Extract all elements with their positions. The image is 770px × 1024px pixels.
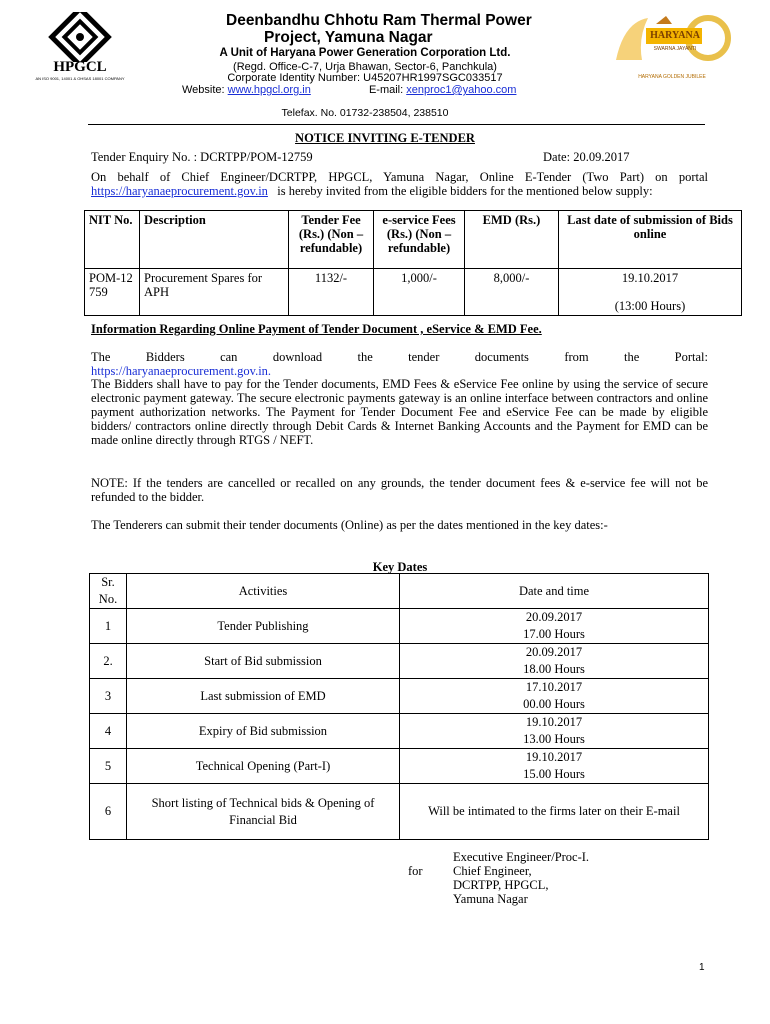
para1-word: Bidders [145,350,185,364]
key-date-row [90,749,709,784]
nit-table [84,210,742,316]
date: 19.10.2017 [525,715,583,729]
notice-date: Date: 20.09.2017 [543,150,630,164]
date-time [400,679,709,714]
tenderers-para: The Tenderers can submit their tender documents (Online) as per the dates mentioned in the key dates:- [91,518,608,532]
org-title-line2: Project, Yamuna Nagar [264,29,433,46]
para1-word: from [564,350,589,364]
para1-word: The [91,350,111,364]
signature-line: Chief Engineer, [453,864,532,878]
haryana-logo-sub: SWARNA JAYANTI [653,46,697,52]
notice-heading [0,131,770,145]
last-date-cell [559,269,742,316]
nit-header: NIT No. [85,211,140,269]
email-link[interactable]: xenproc1@yahoo.com [406,84,517,96]
regd-office: (Regd. Office-C-7, Urja Bhawan, Sector-6, Panchkula) [233,61,497,73]
key-date-row [90,609,709,644]
notice-heading-text: NOTICE INVITING E-TENDER [295,131,475,145]
activity: Short listing of Technical bids & Opening of Financial Bid [127,784,400,840]
date: 20.09.2017 [525,610,583,624]
activity: Expiry of Bid submission [127,714,400,749]
website-email-line [182,83,562,97]
key-date-row [90,714,709,749]
haryana-logo-text: HARYANA [650,30,700,41]
para1-word: tender [408,350,440,364]
para1-word: can [220,350,238,364]
payment-para1-body: The Bidders shall have to pay for the Tender documents, EMD Fees & eService Fee online by using the service of secure electronic payment gateway. The secure electronic payments gateway is an online interface between contractors and online payment authorization networks. The Payment for Tender Document Fee and eService Fee can be made by eligible bidders/ contractors online directly through Debit Cards & Internet Banking Accounts and the Payment for EMD can be made online directly through RTGS / NEFT. [91,377,708,447]
key-date-row [90,784,709,840]
nit-header-row [85,211,742,269]
signature-block [453,850,589,906]
activity: Last submission of EMD [127,679,400,714]
time: 18.00 Hours [523,662,585,676]
key-dates-table [89,573,709,840]
tender-fee-cell: 1132/- [289,269,374,316]
sr-no: 1 [90,609,127,644]
payment-portal-link[interactable]: https://haryanaeprocurement.gov.in. [91,364,272,378]
eservice-fee-cell: 1,000/- [374,269,465,316]
date-time [400,714,709,749]
last-time: (13:00 Hours) [614,299,686,313]
para1-word: the [624,350,640,364]
para1-word: documents [474,350,529,364]
nit-header: EMD (Rs.) [465,211,559,269]
date: 19.10.2017 [525,750,583,764]
sr-no: 4 [90,714,127,749]
para1-word: the [357,350,373,364]
para1-word: download [272,350,323,364]
hpgcl-logo [34,12,126,82]
payment-para1-line1 [91,350,708,364]
date-time-header: Date and time [400,574,709,609]
nit-header: e-service Fees (Rs.) (Non – refundable) [374,211,465,269]
website-link[interactable]: www.hpgcl.org.in [227,84,311,96]
last-date: 19.10.2017 [621,271,679,285]
para1-word: Portal: [674,350,708,364]
hpgcl-logo-text: HPGCL [53,59,107,75]
key-date-row [90,679,709,714]
payment-heading: Information Regarding Online Payment of Tender Document , eService & EMD Fee. [91,322,542,336]
time: 17.00 Hours [523,627,585,641]
nit-data-row [85,269,742,316]
time: 13.00 Hours [523,732,585,746]
page-number: 1 [699,962,705,973]
nit-header: Last date of submission of Bids online [559,211,742,269]
haryana-logo-tagline: HARYANA GOLDEN JUBILEE [638,74,706,80]
date: 17.10.2017 [525,680,583,694]
hpgcl-emblem-icon [34,12,126,62]
key-dates-title: Key Dates [372,560,428,574]
date: 20.09.2017 [525,645,583,659]
nit-header: Description [140,211,289,269]
portal-link[interactable]: https://haryanaeprocurement.gov.in [91,184,268,198]
nit-no-cell: POM-12759 [85,269,140,316]
sr-no: 2. [90,644,127,679]
date-time [400,609,709,644]
sr-no-header: Sr. No. [90,574,127,609]
website-label: Website: [182,84,228,96]
unit-line: A Unit of Haryana Power Generation Corporation Ltd. [219,47,511,59]
time: 00.00 Hours [523,697,585,711]
activity: Tender Publishing [127,609,400,644]
sr-no: 5 [90,749,127,784]
date-time [400,749,709,784]
haryana-golden-jubilee-logo [612,12,732,84]
telefax: Telefax. No. 01732-238504, 238510 [281,107,449,119]
notice-intro-text: On behalf of Chief Engineer/DCRTPP, HPGCL, Yamuna Nagar, Online E-Tender (Two Part) on portal [91,170,708,184]
time: 15.00 Hours [523,767,585,781]
activities-header: Activities [127,574,400,609]
signature-line: DCRTPP, HPGCL, [453,878,549,892]
tender-enquiry-no: Tender Enquiry No. : DCRTPP/POM-12759 [91,150,313,164]
signature-line: Yamuna Nagar [453,892,528,906]
emd-cell: 8,000/- [465,269,559,316]
nit-header: Tender Fee (Rs.) (Non – refundable) [289,211,374,269]
notice-intro-tail: is hereby invited from the eligible bidders for the mentioned below supply: [277,184,653,198]
org-title-line1: Deenbandhu Chhotu Ram Thermal Power [226,12,532,29]
email-label: E-mail: [368,84,407,96]
key-date-row [90,644,709,679]
date-time [400,644,709,679]
key-dates-header-row [90,574,709,609]
signature-line: Executive Engineer/Proc-I. [453,850,590,864]
description-cell: Procurement Spares for APH [140,269,289,316]
signature-for: for [408,864,423,878]
activity: Technical Opening (Part-I) [127,749,400,784]
hpgcl-logo-tagline: AN ISO 9001, 14001 & OHSAS 18001 COMPANY [35,76,125,81]
date-time: Will be intimated to the firms later on their E-mail [400,784,709,840]
header-divider [88,124,705,125]
activity: Start of Bid submission [127,644,400,679]
payment-note: NOTE: If the tenders are cancelled or recalled on any grounds, the tender document fees & e-service fee will not be refunded to the bidder. [91,476,708,504]
corporate-id: Corporate Identity Number: U45207HR1997SGC033517 [227,72,503,84]
sr-no: 3 [90,679,127,714]
notice-intro [91,170,708,198]
sr-no: 6 [90,784,127,840]
